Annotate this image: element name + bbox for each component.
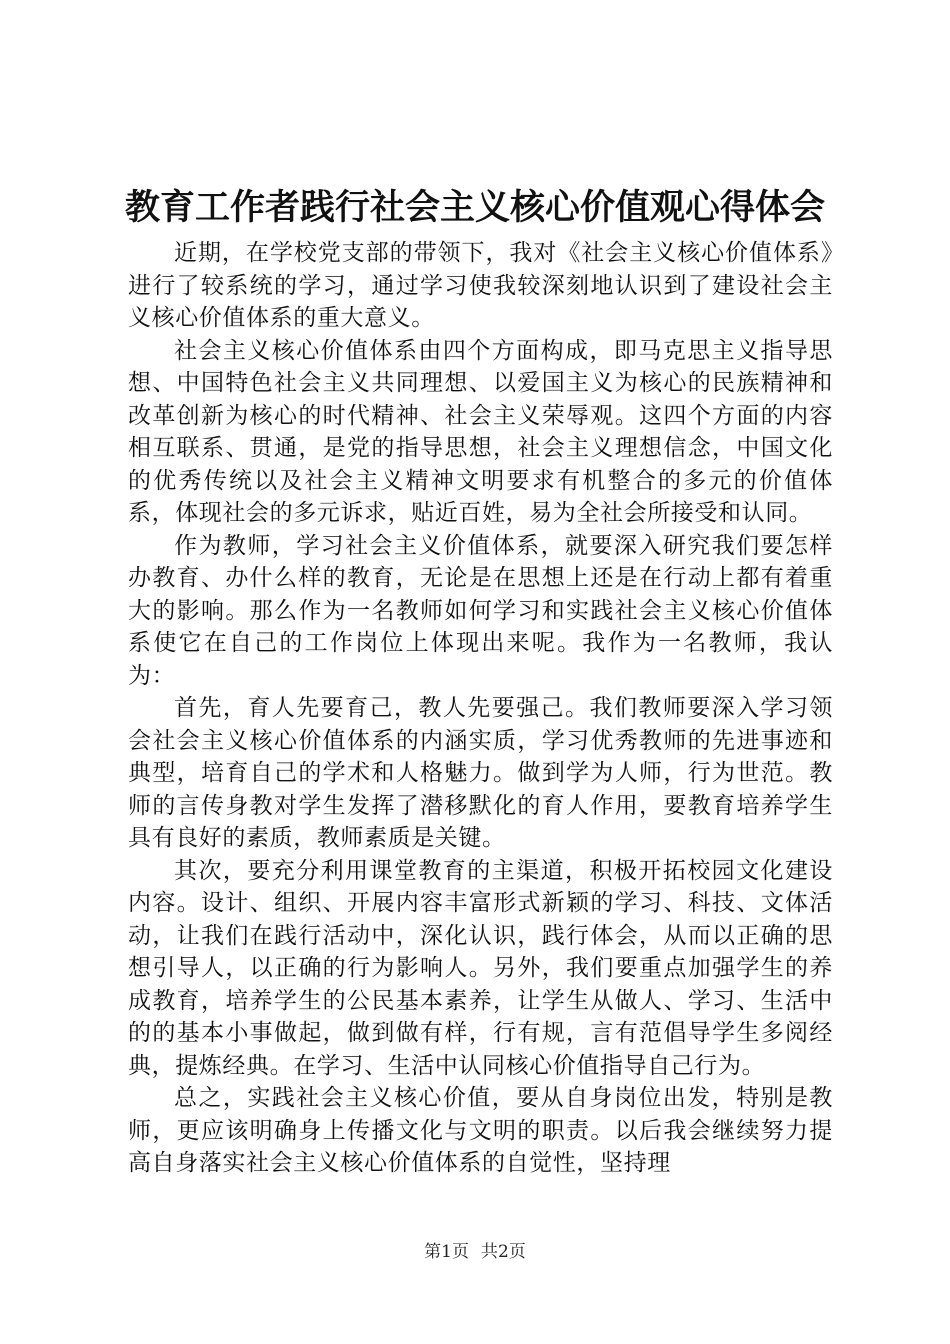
paragraph-5: 其次，要充分利用课堂教育的主渠道，积极开拓校园文化建设内容。设计、组织、开展内容丰富形式新颖的学习、科技、文体活动，让我们在践行活动中，深化认识，践行体会，从而以正确的思想引导人，以正确的行为影响人。另外，我们要重点加强学生的养成教育，培养学生的公民基本素养，让学生从做人、学习、生活中的的基本小事做起，做到做有样，行有规，言有范倡导学生多阅经典，提炼经典。在学习、生活中认同核心价值指导自己行为。 — [128, 857, 833, 1079]
document-title: 教育工作者践行社会主义核心价值观心得体会 — [124, 188, 825, 228]
paragraph-1: 近期，在学校党支部的带领下，我对《社会主义核心价值体系》进行了较系统的学习，通过学习使我较深刻地认识到了建设社会主义核心价值体系的重大意义。 — [128, 240, 833, 331]
page-number-total: 共2页 — [481, 1242, 526, 1262]
paragraph-6: 总之，实践社会主义核心价值，要从自身岗位出发，特别是教师，更应该明确身上传播文化与文明的职责。以后我会继续努力提高自身落实社会主义核心价值体系的自觉性，坚持理 — [128, 1085, 833, 1176]
page-number-current: 第1页 — [424, 1242, 469, 1262]
paragraph-3: 作为教师，学习社会主义价值体系，就要深入研究我们要怎样办教育、办什么样的教育，无论是在思想上还是在行动上都有着重大的影响。那么作为一名教师如何学习和实践社会主义核心价值体系使它在自己的工作岗位上体现出来呢。我作为一名教师，我认为： — [128, 532, 833, 689]
page-footer — [0, 1240, 950, 1264]
document-body — [128, 237, 833, 1180]
paragraph-2: 社会主义核心价值体系由四个方面构成，即马克思主义指导思想、中国特色社会主义共同理想、以爱国主义为核心的民族精神和改革创新为核心的时代精神、社会主义荣辱观。这四个方面的内容相互联系、贯通，是党的指导思想，社会主义理想信念，中国文化的优秀传统以及社会主义精神文明要求有机整合的多元的价值体系，体现社会的多元诉求，贴近百姓，易为全社会所接受和认同。 — [128, 337, 833, 526]
paragraph-4: 首先，育人先要育己，教人先要强己。我们教师要深入学习领会社会主义核心价值体系的内涵实质，学习优秀教师的先进事迹和典型，培育自己的学术和人格魅力。做到学为人师，行为世范。教师的言传身教对学生发挥了潜移默化的育人作用，要教育培养学生具有良好的素质，教师素质是关键。 — [128, 695, 833, 851]
